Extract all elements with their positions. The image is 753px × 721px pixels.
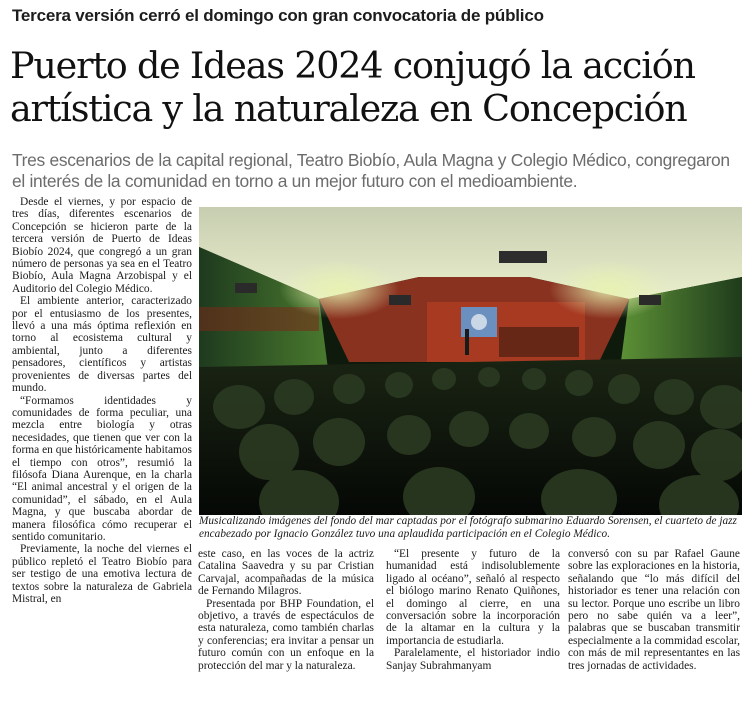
body-paragraph: este caso, en las voces de la actriz Catalina Saavedra y su par Cristian Carvajal, acompañadas de la música de Fernando Milagros. (198, 548, 374, 598)
body-column-3 (386, 548, 560, 672)
body-paragraph: Previamente, la noche del viernes el público repletó el Teatro Biobío para ser testigo de una emotiva lectura de textos sobre la naturaleza de Gabriela Mistral, en (12, 543, 192, 605)
body-column-4 (568, 548, 740, 672)
body-paragraph: Desde el viernes, y por espacio de tres días, diferentes escenarios de Concepción se hicieron parte de la tercera versión de Puerto de Ideas Biobío 2024, que congregó a un gran número de personas ya sea en el Teatro Biobío, Aula Magna Arzobispal y el Auditorio del Colegio Médico. (12, 196, 192, 295)
body-paragraph: Presentada por BHP Foundation, el objetivo, a través de espectáculos de esta naturaleza, como también charlas y conferencias; era invitar a pensar un futuro común con un enfoque en la protección del mar y la naturaleza. (198, 597, 374, 672)
photo-caption: Musicalizando imágenes del fondo del mar captadas por el fotógrafo submarino Eduardo Sorensen, el cuarteto de jazz encabezado por Ignacio González tuvo una aplaudida participación en el Colegio Médico. (199, 515, 737, 540)
body-paragraph: Paralelamente, el historiador indio Sanjay Subrahmanyam (386, 647, 560, 672)
body-paragraph: “Formamos identidades y comunidades de forma peculiar, una mezcla entre biología y otras necesidades, que tienen que ver con la forma en que históricamente habitamos el tiempo con otros”, resumió la filósofa Diana Aurenque, en la charla “El animal ancestral y el origen de la comunidad”, el sábado, en el Aula Magna, y que buscaba abordar de manera filosófica cómo recuperar el sentido comunitario. (12, 394, 192, 543)
kicker: Tercera versión cerró el domingo con gran convocatoria de público (12, 6, 544, 25)
body-paragraph: El ambiente anterior, caracterizado por el entusiasmo de los presentes, llevó a una más óptima reflexión en torno al ecosistema cultural y ambiental, junto a diferentes pensadores, científicos y artistas provenientes de diversas partes del mundo. (12, 295, 192, 395)
body-paragraph: conversó con su par Rafael Gaune sobre las exploraciones en la historia, señalando que “lo más difícil del historiador es tener una relación con su lector. Porque uno escribe un libro pero no sabe quién va a leer”, palabras que se buscaban transmitir especialmente a la commidad escolar, con más de mil representantes en las tres jornadas de actividades. (568, 548, 740, 672)
concert-photo (199, 207, 742, 515)
subtitle: Tres escenarios de la capital regional, Teatro Biobío, Aula Magna y Colegio Médico, congregaron el interés de la comunidad en torno a un mejor futuro con el medioambiente. (12, 150, 730, 191)
body-column-1 (12, 196, 192, 605)
body-column-2 (198, 548, 374, 672)
headline: Puerto de Ideas 2024 conjugó la acción artística y la naturaleza en Concepción (10, 44, 695, 130)
body-paragraph: “El presente y futuro de la humanidad está indisolublemente ligado al océano”, señaló al respecto el biólogo marino Renato Quiñones, el domingo al cierre, en una conversación sobre la incorporación de la altamar en la cultura y la importancia de estudiarla. (386, 548, 560, 647)
